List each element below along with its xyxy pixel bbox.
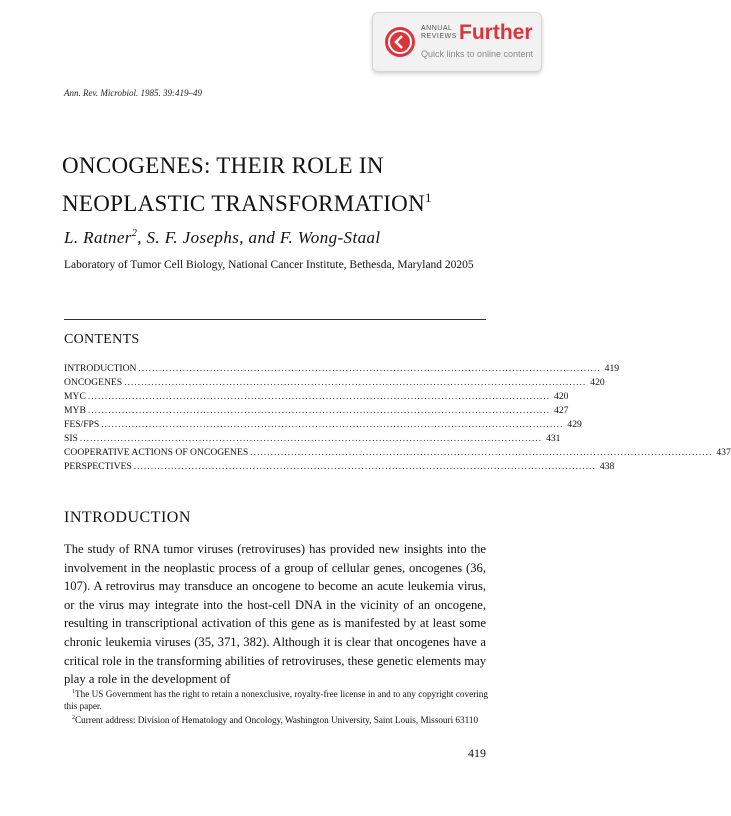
toc-item-page: 437 <box>716 447 731 458</box>
footnote-2-text: Current address: Division of Hematology and Oncology, Washington University, Saint Louis, Missouri 63110 <box>75 715 479 725</box>
toc-item-label: ONCOGENES <box>64 377 123 388</box>
title-line-1: ONCOGENES: THEIR ROLE IN <box>62 153 384 178</box>
toc-item[interactable] <box>64 418 582 432</box>
toc-item-label: MYC <box>64 391 86 402</box>
toc-leader: ........................................................................................................................................ <box>138 363 601 374</box>
toc-leader: ........................................................................................................................................ <box>101 419 564 430</box>
toc-item[interactable] <box>64 376 605 390</box>
title-line-2-text: NEOPLASTIC TRANSFORMATION <box>62 191 425 216</box>
toc-item-label: FES/FPS <box>64 419 100 430</box>
toc-item-page: 431 <box>546 433 561 444</box>
toc-leader: ........................................................................................................................................ <box>124 377 587 388</box>
toc-leader: ........................................................................................................................................ <box>87 405 551 416</box>
toc-item[interactable] <box>64 460 615 474</box>
title-footnote-mark: 1 <box>424 190 432 205</box>
toc-item-label: PERSPECTIVES <box>64 461 132 472</box>
annual-reviews-further-badge[interactable] <box>372 12 542 72</box>
introduction-heading: INTRODUCTION <box>64 509 191 526</box>
footnote-1-mark: 1 <box>72 689 75 695</box>
quick-links-label: Quick links to online content <box>421 49 534 59</box>
toc-item-label: SIS <box>64 433 78 444</box>
affiliation: Laboratory of Tumor Cell Biology, National Cancer Institute, Bethesda, Maryland 20205 <box>64 259 474 271</box>
toc-item-page: 438 <box>599 461 615 472</box>
page-number: 419 <box>468 746 486 760</box>
other-authors: , S. F. Josephs, and F. Wong-Staal <box>137 228 381 247</box>
article-title <box>62 150 502 220</box>
toc-item[interactable] <box>64 446 731 460</box>
further-label: Further <box>459 21 533 44</box>
author-ratner: L. Ratner <box>64 228 132 247</box>
toc-item-page: 427 <box>554 405 569 416</box>
contents-divider <box>64 319 486 320</box>
toc-item-label: COOPERATIVE ACTIONS OF ONCOGENES <box>64 447 249 458</box>
introduction-body <box>64 540 486 689</box>
introduction-paragraph: The study of RNA tumor viruses (retroviruses) has provided new insights into the involvement in the neoplastic process of a group of cellular genes, oncogenes (36, 107). A retrovirus may transduce an oncogene to become an acute leukemia virus, or the virus may integrate into the host-cell DNA in the vicinity of an oncogene, resulting in transcriptional activation of this gene as is manifested by at least some chronic leukemia viruses (35, 371, 382). Although it is clear that oncogenes have a critical role in the transforming abilities of retroviruses, these genetic elements may play a role in the development of <box>64 542 486 687</box>
toc-leader: ........................................................................................................................................ <box>133 461 596 472</box>
footnote-1-text: The US Government has the right to retain a nonexclusive, royalty-free license in and to any copyright covering this paper. <box>64 689 488 711</box>
footnotes <box>64 686 488 726</box>
footnote-2 <box>64 712 488 726</box>
title-line-2 <box>62 182 502 220</box>
authors <box>64 228 381 248</box>
toc-item[interactable] <box>64 404 569 418</box>
contents-heading: CONTENTS <box>64 332 140 347</box>
annual-reviews-logo-text: ANNUAL REVIEWS <box>421 25 457 40</box>
toc-item-page: 419 <box>604 363 620 374</box>
toc-item-label: INTRODUCTION <box>64 363 137 374</box>
footnote-1 <box>64 686 488 712</box>
toc-item-label: MYB <box>64 405 86 416</box>
toc-item[interactable] <box>64 432 561 446</box>
footnote-2-mark: 2 <box>72 715 75 721</box>
toc-leader: ........................................................................................................................................ <box>250 447 713 458</box>
toc-item[interactable] <box>64 362 620 376</box>
toc-leader: ........................................................................................................................................ <box>87 391 551 402</box>
toc-item-page: 420 <box>554 391 569 402</box>
play-icon <box>385 27 415 57</box>
author-footnote-mark: 2 <box>131 228 138 239</box>
toc-item[interactable] <box>64 390 569 404</box>
journal-reference: Ann. Rev. Microbiol. 1985. 39:419–49 <box>64 88 202 98</box>
table-of-contents <box>64 362 731 474</box>
toc-item-page: 420 <box>590 377 605 388</box>
toc-item-page: 429 <box>567 419 582 430</box>
toc-leader: ........................................................................................................................................ <box>79 433 543 444</box>
